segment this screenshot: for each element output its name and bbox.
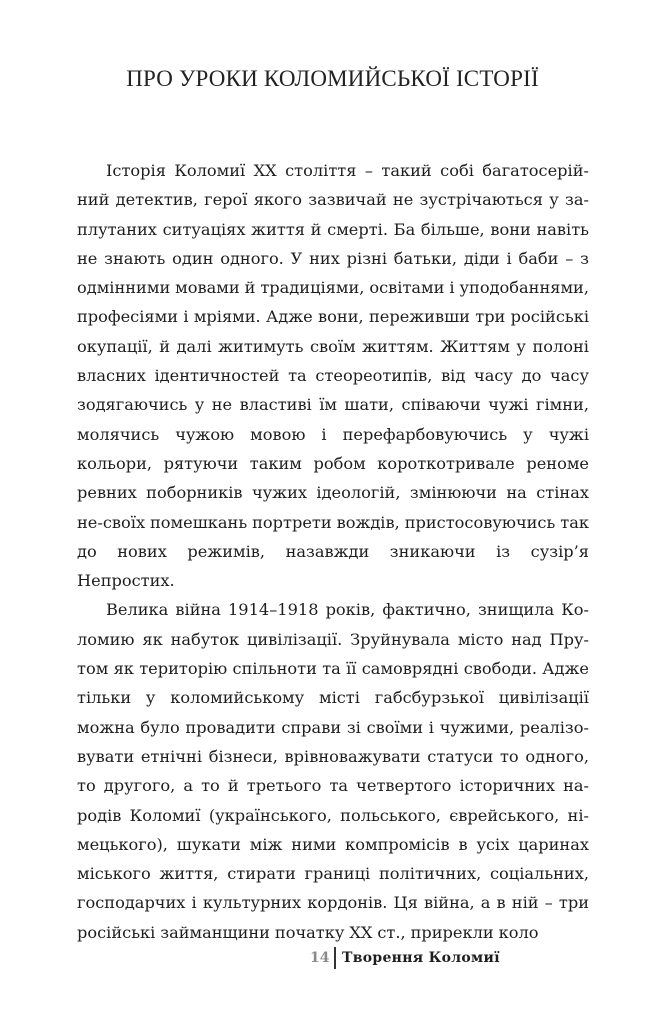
running-title: Творення Коломиї xyxy=(341,950,500,966)
page-footer xyxy=(310,946,500,970)
footer-divider xyxy=(334,947,336,969)
page-number: 14 xyxy=(310,950,330,966)
page-title: ПРО УРОКИ КОЛОМИЙСЬКОЇ ІСТОРІЇ xyxy=(126,66,539,91)
paragraph: Історія Коломиї XX століття – такий собі багатосерійний детектив, герої якого зазвичай не зустрічаються у заплутаних ситуаціях життя й смерті. Ба більше, вони навіть не знають один одного. У них різні батьки, діди і баби – з одмінними мовами й традиціями, освітами і уподобаннями, професіями і мріями. Адже вони, переживши три російські окупації, й далі житимуть своїм життям. Життям у полоні власних ідентичностей та стеореотипів, від часу до часу зодягаючись у не властиві їм шати, співаючи чужі гімни, молячись чужою мовою і перефарбовуючись у чужі кольори, рятуючи таким робом короткотривале реноме ревних поборників чужих ідеологій, змінюючи на стінах не-своїх помешкань портрети вождів, пристосовуючись так до нових режимів, назавжди зникаючи із сузір’я Непростих. xyxy=(77,161,589,591)
body-text xyxy=(77,156,589,947)
paragraph: Велика війна 1914–1918 років, фактично, знищила Коломию як набуток цивілізації. Зруйнувала місто над Прутом як територію спільноти та її самоврядні свободи. Адже тільки у коломийському місті габсбурзької цивілізації можна було провадити справи зі своїми і чужими, реалізовувати етнічні бізнеси, врівноважувати статуси то одного, то другого, а то й третього та четвертого історичних народів Коломиї (українського, польського, єврейського, німецького), шукати між ними компромісів в усіх царинах міського життя, стирати границі політичних, соціальних, господарчих і культурних кордонів. Ця війна, а в ній – три російські займанщини початку XX ст., прирекли коло xyxy=(77,600,589,942)
